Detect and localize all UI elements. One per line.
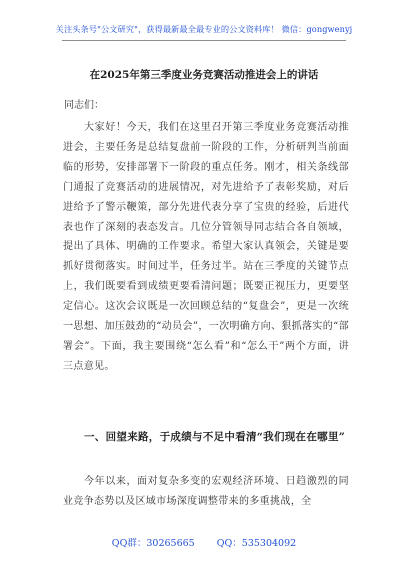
body-paragraph-1: 大家好！今天，我们在这里召开第三季度业务竞赛活动推进会，主要任务是总结复盘前一阶段的工作，分析研判当前面临的形势，安排部署下一阶段的重点任务。刚才，相关条线部门通报了竞赛活动的进展情况，对先进给予了表彰奖励，对后进给予了警示鞭策，部分先进代表分享了宝贵的经验，后进代表也作了深刻的表态发言。几位分管领导同志结合各自领域，提出了具体、明确的工作要求。希望大家认真领会，关键是要抓好贯彻落实。时间过半，任务过半。站在三季度的关键节点上，我们既要看到成绩更要看清问题；既要正视压力，更要坚定信心。这次会议既是一次回顾总结的“复盘会”，更是一次统一思想、加压鼓劲的“动员会”，一次明确方向、狠抓落实的“部署会”。下面，我主要围绕“怎么看”和“怎么干”两个方面，讲三点意见。 — [63, 122, 349, 372]
header-divider — [62, 40, 346, 41]
footer-qq: QQ：535304092 — [216, 538, 297, 549]
section-heading-1: 一、回望来路，于成绩与不足中看清“我们现在在哪里” — [84, 431, 346, 443]
salutation: 同志们： — [64, 100, 104, 111]
footer-qq-group: QQ群：30265665 — [111, 538, 195, 549]
header-promo-note: 关注头条号"公文研究"，获得最新最全最专业的公文资料库！ 微信：gongwenyj — [55, 24, 353, 34]
document-title: 在2025年第三季度业务竞赛活动推进会上的讲话 — [89, 69, 319, 81]
body-paragraph-2: 今年以来，面对复杂多变的宏观经济环境、日趋激烈的同业竞争态势以及区域市场深度调整带来的多重挑战，全 — [63, 476, 349, 507]
footer-contacts — [0, 535, 408, 549]
